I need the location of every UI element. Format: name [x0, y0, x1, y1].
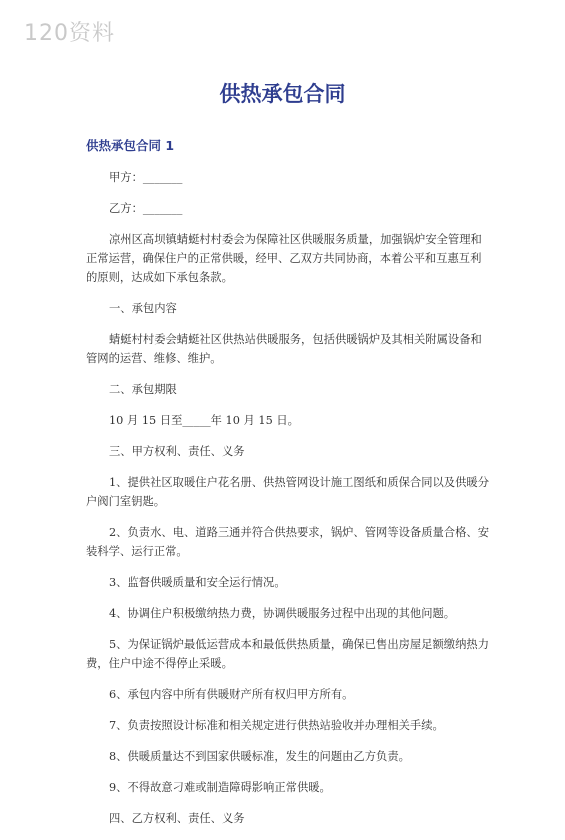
heading-contract-content: 一、承包内容: [109, 302, 177, 315]
section-title: 供热承包合同 1: [86, 138, 175, 153]
party-a-clause-6: 6、承包内容中所有供暖财产所有权归甲方所有。: [109, 688, 354, 701]
contract-term-paragraph: 10 月 15 日至_____年 10 月 15 日。: [109, 414, 299, 427]
party-a-clause-2: 2、负责水、电、道路三通并符合供热要求，锅炉、管网等设备质量合格、安装科学、运行正常。: [86, 526, 489, 558]
party-a-clause-1: 1、提供社区取暖住户花名册、供热管网设计施工图纸和质保合同以及供暖分户阀门室钥匙。: [86, 476, 489, 508]
watermark-logo: 120资料: [24, 21, 115, 46]
contract-body: [86, 168, 490, 840]
party-a-clause-5: 5、为保证锅炉最低运营成本和最低供热质量，确保已售出房屋足额缴纳热力费，住户中途不得停止采暖。: [86, 638, 489, 670]
party-b-line: 乙方：_______: [109, 202, 183, 215]
party-a-clause-4: 4、协调住户积极缴纳热力费，协调供暖服务过程中出现的其他问题。: [109, 607, 456, 620]
party-a-clause-9: 9、不得故意刁难或制造障碍影响正常供暖。: [109, 781, 331, 794]
party-a-clause-7: 7、负责按照设计标准和相关规定进行供热站验收并办理相关手续。: [109, 719, 444, 732]
heading-contract-term: 二、承包期限: [109, 383, 177, 396]
document-title: 供热承包合同: [219, 82, 346, 106]
party-a-line: 甲方：_______: [109, 171, 183, 184]
party-a-clause-8: 8、供暖质量达不到国家供暖标准，发生的问题由乙方负责。: [109, 750, 410, 763]
party-a-clause-3: 3、监督供暖质量和安全运行情况。: [109, 576, 286, 589]
heading-party-b-rights: 四、乙方权利、责任、义务: [109, 812, 245, 825]
heading-party-a-rights: 三、甲方权利、责任、义务: [109, 445, 245, 458]
intro-paragraph: 凉州区高坝镇蜻蜓村村委会为保障社区供暖服务质量，加强锅炉安全管理和正常运营，确保住户的正常供暖，经甲、乙双方共同协商，本着公平和互惠互利的原则，达成如下承包条款。: [86, 233, 482, 284]
contract-content-paragraph: 蜻蜓村村委会蜻蜓社区供热站供暖服务，包括供暖锅炉及其相关附属设备和管网的运营、维修、维护。: [86, 333, 482, 365]
